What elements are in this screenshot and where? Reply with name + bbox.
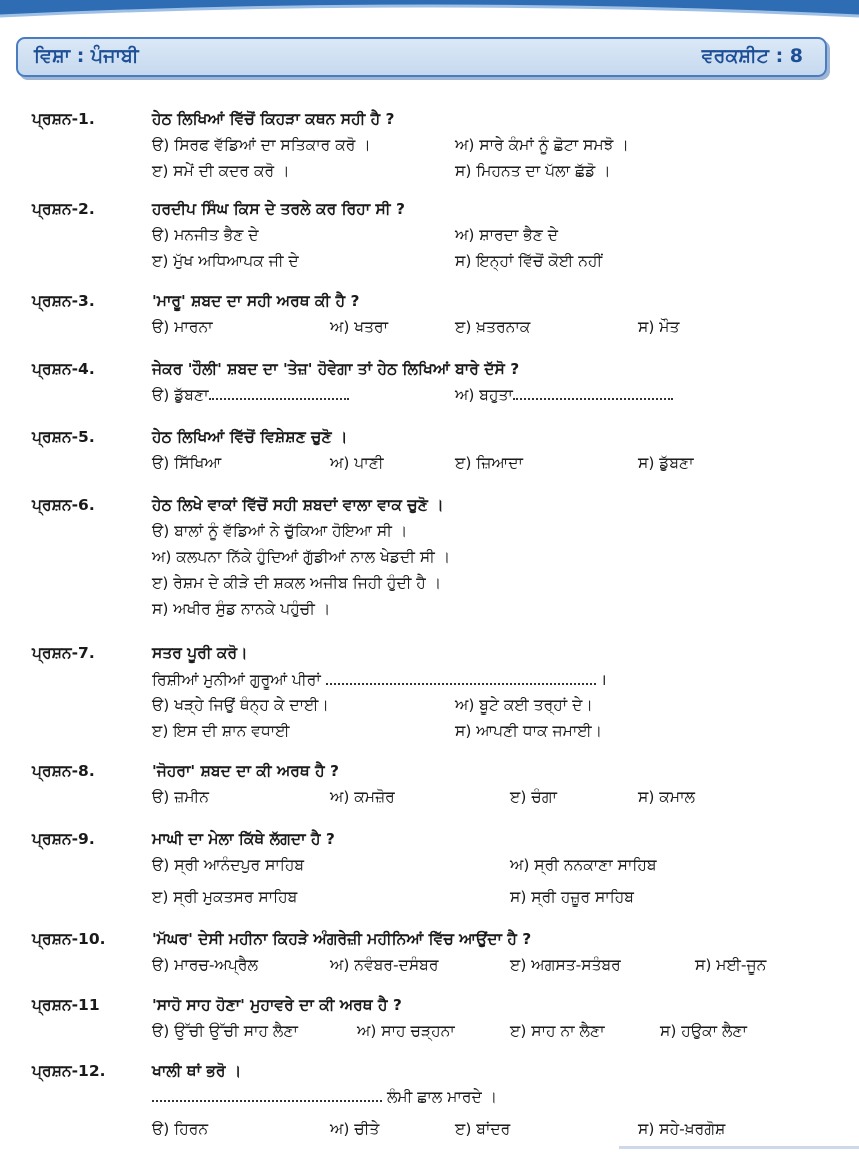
question-number: ਪ੍ਰਸ਼ਨ-10. <box>32 930 106 948</box>
option-a: ੳ) ਮਨਜੀਤ ਭੈਣ ਦੇ <box>152 226 259 244</box>
question-number: ਪ੍ਰਸ਼ਨ-3. <box>32 292 95 310</box>
question-number: ਪ੍ਰਸ਼ਨ-2. <box>32 200 95 218</box>
fill-line-text: ਲੰਮੀ ਛਾਲ ਮਾਰਦੇ । <box>386 1088 498 1106</box>
question-text: 'ਜੋਹਰਾ' ਸ਼ਬਦ ਦਾ ਕੀ ਅਰਥ ਹੈ ? <box>152 762 340 780</box>
question-number: ਪ੍ਰਸ਼ਨ-7. <box>32 644 95 662</box>
question-text: ਸਤਰ ਪੂਰੀ ਕਰੋ। <box>152 644 248 662</box>
blank-line <box>326 671 596 685</box>
option-d: ਸ) ਮੌਤ <box>638 318 680 336</box>
option-b: ਅ) ਕਮਜ਼ੋਰ <box>330 788 395 806</box>
option-b <box>455 386 673 405</box>
fill-line: ਰਿਸ਼ੀਆਂ ਮੁਨੀਆਂ ਗੁਰੂਆਂ ਪੀਰਾਂ । <box>152 671 607 689</box>
worksheet-number: ਵਰਕਸ਼ੀਟ : 8 <box>701 45 803 67</box>
option-a: ੳ) ਜ਼ਮੀਨ <box>152 788 209 806</box>
worksheet-header <box>16 37 827 77</box>
subject-label: ਵਿਸ਼ਾ : ਪੰਜਾਬੀ <box>34 45 139 67</box>
question-text: ਖਾਲੀ ਥਾਂ ਭਰੋ । <box>152 1062 242 1080</box>
question-number: ਪ੍ਰਸ਼ਨ-1. <box>32 110 95 128</box>
option-b: ਅ) ਪਾਣੀ <box>330 454 384 472</box>
option-b: ਅ) ਨਵੰਬਰ-ਦਸੰਬਰ <box>330 956 439 974</box>
option-b: ਅ) ਸਾਰੇ ਕੰਮਾਂ ਨੂੰ ਛੋਟਾ ਸਮਝੋ । <box>455 136 629 154</box>
option-b: ਅ) ਖਤਰਾ <box>330 318 389 336</box>
option-a: ੳ) ਖੜ੍ਹੇ ਜਿਉਂ ਥੰਨ੍ਹ ਕੇ ਦਾਈ। <box>152 696 329 714</box>
fill-line <box>152 1088 497 1107</box>
question-text: 'ਮਾਰੂ' ਸ਼ਬਦ ਦਾ ਸਹੀ ਅਰਥ ਕੀ ਹੈ ? <box>152 292 360 310</box>
option-a: ੳ) ਹਿਰਨ <box>152 1120 209 1138</box>
blank-line <box>209 386 349 400</box>
blank-line <box>513 386 673 400</box>
option-d: ਸ) ਇਨ੍ਹਾਂ ਵਿੱਚੋਂ ਕੋਈ ਨਹੀਂ <box>455 252 603 270</box>
option-a <box>152 386 349 405</box>
option-b: ਅ) ਕਲਪਨਾ ਨਿੱਕੇ ਹੁੰਦਿਆਂ ਗੁੱਡੀਆਂ ਨਾਲ ਖੇਡਦੀ ਸੀ । <box>152 548 451 566</box>
top-decorative-arc <box>0 0 859 28</box>
option-c: ੲ) ਖ਼ਤਰਨਾਕ <box>455 318 531 336</box>
option-d: ਸ) ਕਮਾਲ <box>638 788 695 806</box>
option-d: ਸ) ਹਉਕਾ ਲੈਣਾ <box>660 1022 747 1040</box>
option-c: ੲ) ਜ਼ਿਆਦਾ <box>455 454 523 472</box>
question-text: ਹੇਠ ਲਿਖਿਆਂ ਵਿੱਚੋਂ ਵਿਸ਼ੇਸ਼ਣ ਚੁਣੋ । <box>152 428 348 446</box>
option-c: ੲ) ਸਾਹ ਨਾ ਲੈਣਾ <box>510 1022 605 1040</box>
fill-line-text: ਰਿਸ਼ੀਆਂ ਮੁਨੀਆਂ ਗੁਰੂਆਂ ਪੀਰਾਂ <box>152 671 321 689</box>
option-c: ੲ) ਸ੍ਰੀ ਮੁਕਤਸਰ ਸਾਹਿਬ <box>152 888 298 906</box>
option-d: ਸ) ਸਹੇ-ਖ਼ਰਗੋਸ਼ <box>638 1120 726 1138</box>
question-text: 'ਸਾਹੋ ਸਾਹ ਹੋਣਾ' ਮੁਹਾਵਰੇ ਦਾ ਕੀ ਅਰਥ ਹੈ ? <box>152 996 402 1014</box>
question-text: ਮਾਘੀ ਦਾ ਮੇਲਾ ਕਿੱਥੇ ਲੱਗਦਾ ਹੈ ? <box>152 830 335 848</box>
question-text: ਹੇਠ ਲਿਖੇ ਵਾਕਾਂ ਵਿੱਚੋਂ ਸਹੀ ਸ਼ਬਦਾਂ ਵਾਲਾ ਵਾਕ ਚੁਣੋ । <box>152 496 444 514</box>
option-a: ੳ) ਸ੍ਰੀ ਆਨੰਦਪੁਰ ਸਾਹਿਬ <box>152 856 305 874</box>
question-text: ਹੇਠ ਲਿਖਿਆਂ ਵਿੱਚੋਂ ਕਿਹੜਾ ਕਥਨ ਸਹੀ ਹੈ ? <box>152 110 395 128</box>
option-b: ਅ) ਬੂਟੇ ਕਈ ਤਰ੍ਹਾਂ ਦੇ। <box>455 696 593 714</box>
option-d: ਸ) ਅਖੀਰ ਸੁੰਡ ਨਾਨਕੇ ਪਹੁੰਚੀ । <box>152 600 331 618</box>
question-number: ਪ੍ਰਸ਼ਨ-9. <box>32 830 95 848</box>
option-b: ਅ) ਸਾਹ ਚੜ੍ਹਨਾ <box>357 1022 455 1040</box>
blank-line <box>152 1088 382 1102</box>
question-text: ਹਰਦੀਪ ਸਿੰਘ ਕਿਸ ਦੇ ਤਰਲੇ ਕਰ ਰਿਹਾ ਸੀ ? <box>152 200 405 218</box>
question-text: 'ਮੱਘਰ' ਦੇਸੀ ਮਹੀਨਾ ਕਿਹੜੇ ਅੰਗਰੇਜ਼ੀ ਮਹੀਨਿਆਂ ਵਿੱਚ ਆਉਂਦਾ ਹੈ ? <box>152 930 532 948</box>
option-a: ੳ) ਉੱਚੀ ਉੱਚੀ ਸਾਹ ਲੈਣਾ <box>152 1022 298 1040</box>
option-d: ਸ) ਸ੍ਰੀ ਹਜ਼ੂਰ ਸਾਹਿਬ <box>510 888 634 906</box>
option-c: ੲ) ਅਗਸਤ-ਸਤੰਬਰ <box>510 956 621 974</box>
option-a: ੳ) ਸਿੱਖਿਆ <box>152 454 222 472</box>
question-number: ਪ੍ਰਸ਼ਨ-12. <box>32 1062 106 1080</box>
option-c: ੲ) ਇਸ ਦੀ ਸ਼ਾਨ ਵਧਾਈ <box>152 722 290 740</box>
option-d: ਸ) ਆਪਣੀ ਧਾਕ ਜਮਾਈ। <box>455 722 603 740</box>
option-a-text: ੳ) ਡੁੱਬਣਾ <box>152 386 209 404</box>
option-a: ੳ) ਸਿਰਫ ਵੱਡਿਆਂ ਦਾ ਸਤਿਕਾਰ ਕਰੋ । <box>152 136 371 154</box>
option-d: ਸ) ਮਈ-ਜੂਨ <box>695 956 767 974</box>
question-number: ਪ੍ਰਸ਼ਨ-11 <box>32 996 100 1014</box>
option-c: ੲ) ਚੰਗਾ <box>510 788 557 806</box>
option-b: ਅ) ਸ੍ਰੀ ਨਨਕਾਣਾ ਸਾਹਿਬ <box>510 856 657 874</box>
footer-divider <box>619 1146 859 1149</box>
question-number: ਪ੍ਰਸ਼ਨ-4. <box>32 360 95 378</box>
question-number: ਪ੍ਰਸ਼ਨ-5. <box>32 428 95 446</box>
option-a: ੳ) ਮਾਰਚ-ਅਪ੍ਰੈਲ <box>152 956 258 974</box>
option-a: ੳ) ਬਾਲਾਂ ਨੂੰ ਵੱਡਿਆਂ ਨੇ ਚੁੱਕਿਆ ਹੋਇਆ ਸੀ । <box>152 522 408 540</box>
option-a: ੳ) ਮਾਰਨਾ <box>152 318 213 336</box>
option-b-text: ਅ) ਬਹੁਤਾ <box>455 386 513 404</box>
option-c: ੲ) ਸਮੇਂ ਦੀ ਕਦਰ ਕਰੋ । <box>152 162 290 180</box>
question-number: ਪ੍ਰਸ਼ਨ-8. <box>32 762 95 780</box>
question-text: ਜੇਕਰ 'ਹੌਲੀ' ਸ਼ਬਦ ਦਾ 'ਤੇਜ਼' ਹੋਵੇਗਾ ਤਾਂ ਹੇਠ ਲਿਖਿਆਂ ਬਾਰੇ ਦੱਸੋ ? <box>152 360 520 378</box>
question-number: ਪ੍ਰਸ਼ਨ-6. <box>32 496 95 514</box>
option-c: ੲ) ਮੁੱਖ ਅਧਿਆਪਕ ਜੀ ਦੇ <box>152 252 299 270</box>
option-c: ੲ) ਬਾਂਦਰ <box>455 1120 511 1138</box>
option-d: ਸ) ਡੁੱਬਣਾ <box>638 454 694 472</box>
option-b: ਅ) ਸ਼ਾਰਦਾ ਭੈਣ ਦੇ <box>455 226 559 244</box>
option-c: ੲ) ਰੇਸ਼ਮ ਦੇ ਕੀੜੇ ਦੀ ਸ਼ਕਲ ਅਜੀਬ ਜਿਹੀ ਹੁੰਦੀ ਹੈ । <box>152 574 442 592</box>
option-d: ਸ) ਮਿਹਨਤ ਦਾ ਪੱਲਾ ਛੱਡੋ । <box>455 162 611 180</box>
option-b: ਅ) ਚੀਤੇ <box>330 1120 380 1138</box>
